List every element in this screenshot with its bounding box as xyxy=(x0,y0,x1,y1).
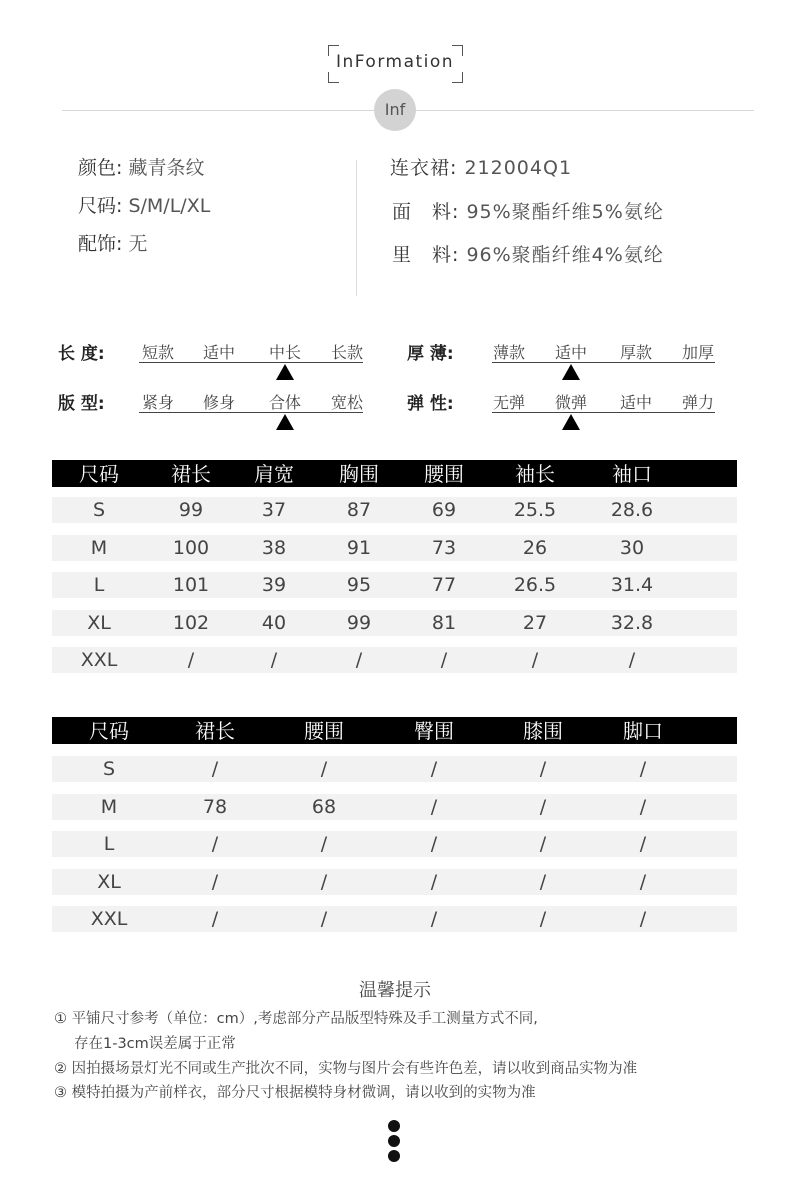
table-header-cell: 膝围 xyxy=(523,718,563,743)
tip-line-2: ② 因拍摄场景灯光不同或生产批次不同，实物与图片会有些许色差，请以收到商品实物为准 xyxy=(54,1061,638,1077)
table-cell: 26.5 xyxy=(513,574,557,596)
table-cell: / xyxy=(539,908,547,930)
info-style-no-label: 连衣裙: xyxy=(390,157,458,179)
table-cell: 30 xyxy=(619,536,645,559)
table-header-cell: 尺码 xyxy=(89,718,129,743)
table-cell: XL xyxy=(87,611,111,634)
table-cell: M xyxy=(100,795,118,818)
table-header-cell: 肩宽 xyxy=(254,461,294,486)
info-style-no-value: 212004Q1 xyxy=(464,157,573,179)
table-header-cell: 腰围 xyxy=(304,718,344,743)
table-cell: 81 xyxy=(431,611,457,634)
table-cell: 69 xyxy=(431,499,457,521)
more-dot xyxy=(388,1120,400,1132)
table-cell: 101 xyxy=(172,574,210,596)
info-size-value: S/M/L/XL xyxy=(128,195,211,217)
table-cell: / xyxy=(320,908,328,930)
scale-option: 厚款 xyxy=(619,343,652,362)
scale-option: 弹力 xyxy=(681,393,714,412)
table-cell: / xyxy=(639,758,647,780)
scale-option: 紧身 xyxy=(141,393,174,412)
table-cell: / xyxy=(211,758,219,780)
scale-line xyxy=(492,362,715,363)
more-dot xyxy=(388,1135,400,1147)
table-cell: / xyxy=(270,649,278,671)
table-cell: 68 xyxy=(311,795,337,818)
scale-option: 长款 xyxy=(330,343,363,362)
scale-option: 微弹 xyxy=(554,393,587,412)
table-cell: L xyxy=(93,574,105,596)
table-cell: 38 xyxy=(261,536,287,559)
table-cell: 91 xyxy=(346,536,372,559)
table-cell: / xyxy=(355,649,363,671)
more-dot xyxy=(388,1150,400,1162)
scale-label: 长 度: xyxy=(58,344,105,364)
table-cell: 77 xyxy=(431,574,457,596)
table-cell: / xyxy=(639,833,647,855)
selected-marker-icon xyxy=(562,364,580,380)
table-cell: / xyxy=(639,870,647,893)
table-cell: L xyxy=(103,833,115,855)
info-style-no xyxy=(390,153,572,180)
table-cell: XL xyxy=(97,870,121,893)
table-cell: 25.5 xyxy=(513,499,557,521)
table-cell: / xyxy=(539,833,547,855)
table-cell: / xyxy=(539,870,547,893)
tip-line-3: ③ 模特拍摄为产前样衣，部分尺寸根据模特身材微调，请以收到的实物为准 xyxy=(54,1085,536,1101)
table-header-cell: 臀围 xyxy=(414,718,454,743)
scale-option: 合体 xyxy=(268,393,301,412)
table-cell: 95 xyxy=(346,574,372,596)
info-lining xyxy=(392,240,664,267)
table-cell: 78 xyxy=(202,795,228,818)
table-cell: S xyxy=(92,499,106,521)
scale-line xyxy=(139,412,363,413)
scale-label: 厚 薄: xyxy=(407,344,454,364)
table-cell: / xyxy=(539,795,547,818)
selected-marker-icon xyxy=(276,414,294,430)
info-color-value: 藏青条纹 xyxy=(128,157,205,179)
table-cell: 32.8 xyxy=(610,611,654,634)
table-cell: / xyxy=(211,870,219,893)
info-fabric xyxy=(392,197,664,224)
table-header-cell: 裙长 xyxy=(195,718,235,743)
table-header-cell: 腰围 xyxy=(424,461,464,486)
scale-option: 短款 xyxy=(141,343,174,362)
table-cell: / xyxy=(539,758,547,780)
info-color-label: 颜色: xyxy=(78,157,123,179)
table-cell: 40 xyxy=(261,611,287,634)
scale-line xyxy=(139,362,363,363)
table-cell: / xyxy=(531,649,539,671)
table-cell: / xyxy=(430,870,438,893)
scale-option: 适中 xyxy=(619,393,652,412)
table-cell: / xyxy=(430,795,438,818)
title-corner-bottom-left xyxy=(328,72,339,83)
info-fabric-value: 95%聚酯纤维5%氨纶 xyxy=(466,201,664,223)
scale-line xyxy=(492,412,715,413)
table-cell: 100 xyxy=(172,536,210,559)
scale-option: 薄款 xyxy=(492,343,525,362)
table-cell: 31.4 xyxy=(610,574,654,596)
info-accessory xyxy=(78,229,147,256)
table-cell: 87 xyxy=(346,499,372,521)
scale-option: 加厚 xyxy=(681,343,714,362)
table-cell: 73 xyxy=(431,536,457,559)
scale-option: 适中 xyxy=(202,343,235,362)
info-fabric-label: 面 料: xyxy=(392,201,460,223)
table-cell: / xyxy=(430,908,438,930)
table-cell: / xyxy=(320,758,328,780)
table-header-cell: 袖长 xyxy=(515,461,555,486)
info-size xyxy=(78,191,210,218)
scale-option: 无弹 xyxy=(492,393,525,412)
table-cell: / xyxy=(211,908,219,930)
section-title: InFormation xyxy=(335,52,455,72)
table-cell: S xyxy=(102,758,116,780)
tips-title: 温馨提示 xyxy=(359,980,431,1001)
table-header-cell: 胸围 xyxy=(339,461,379,486)
table-cell: 28.6 xyxy=(610,499,654,521)
tip-line-1-cont: 存在1-3cm误差属于正常 xyxy=(74,1036,236,1052)
table-header-cell: 袖口 xyxy=(612,461,652,486)
table-cell: / xyxy=(639,795,647,818)
info-badge: Inf xyxy=(374,89,416,131)
table-cell: XXL xyxy=(80,649,118,671)
table-cell: / xyxy=(211,833,219,855)
table-cell: / xyxy=(187,649,195,671)
tip-line-1: ① 平铺尺寸参考（单位：cm）,考虑部分产品版型特殊及手工测量方式不同, xyxy=(54,1011,538,1027)
info-lining-value: 96%聚酯纤维4%氨纶 xyxy=(466,244,664,266)
table-cell: / xyxy=(639,908,647,930)
scale-option: 宽松 xyxy=(330,393,363,412)
table-header-cell: 脚口 xyxy=(623,718,663,743)
scale-option: 适中 xyxy=(554,343,587,362)
table-cell: / xyxy=(440,649,448,671)
table-cell: / xyxy=(430,758,438,780)
table-cell: XXL xyxy=(90,908,128,930)
table-cell: 102 xyxy=(172,611,210,634)
table-cell: 99 xyxy=(346,611,372,634)
table-header-cell: 裙长 xyxy=(171,461,211,486)
table-header-cell: 尺码 xyxy=(79,461,119,486)
table-cell: 26 xyxy=(522,536,548,559)
selected-marker-icon xyxy=(276,364,294,380)
table-cell: M xyxy=(90,536,108,559)
table-cell: 99 xyxy=(178,499,204,521)
table-cell: / xyxy=(320,870,328,893)
table-cell: / xyxy=(320,833,328,855)
info-size-label: 尺码: xyxy=(78,195,123,217)
info-accessory-label: 配饰: xyxy=(78,233,123,255)
info-lining-label: 里 料: xyxy=(392,244,460,266)
selected-marker-icon xyxy=(562,414,580,430)
table-cell: / xyxy=(628,649,636,671)
table-cell: 27 xyxy=(522,611,548,634)
info-divider xyxy=(356,160,357,296)
scale-label: 弹 性: xyxy=(407,394,454,414)
info-color xyxy=(78,153,204,180)
title-corner-bottom-right xyxy=(452,72,463,83)
scale-option: 修身 xyxy=(202,393,235,412)
table-cell: 37 xyxy=(261,499,287,521)
table-cell: 39 xyxy=(261,574,287,596)
scale-label: 版 型: xyxy=(58,394,105,414)
scale-option: 中长 xyxy=(268,343,301,362)
table-cell: / xyxy=(430,833,438,855)
info-accessory-value: 无 xyxy=(128,233,148,255)
